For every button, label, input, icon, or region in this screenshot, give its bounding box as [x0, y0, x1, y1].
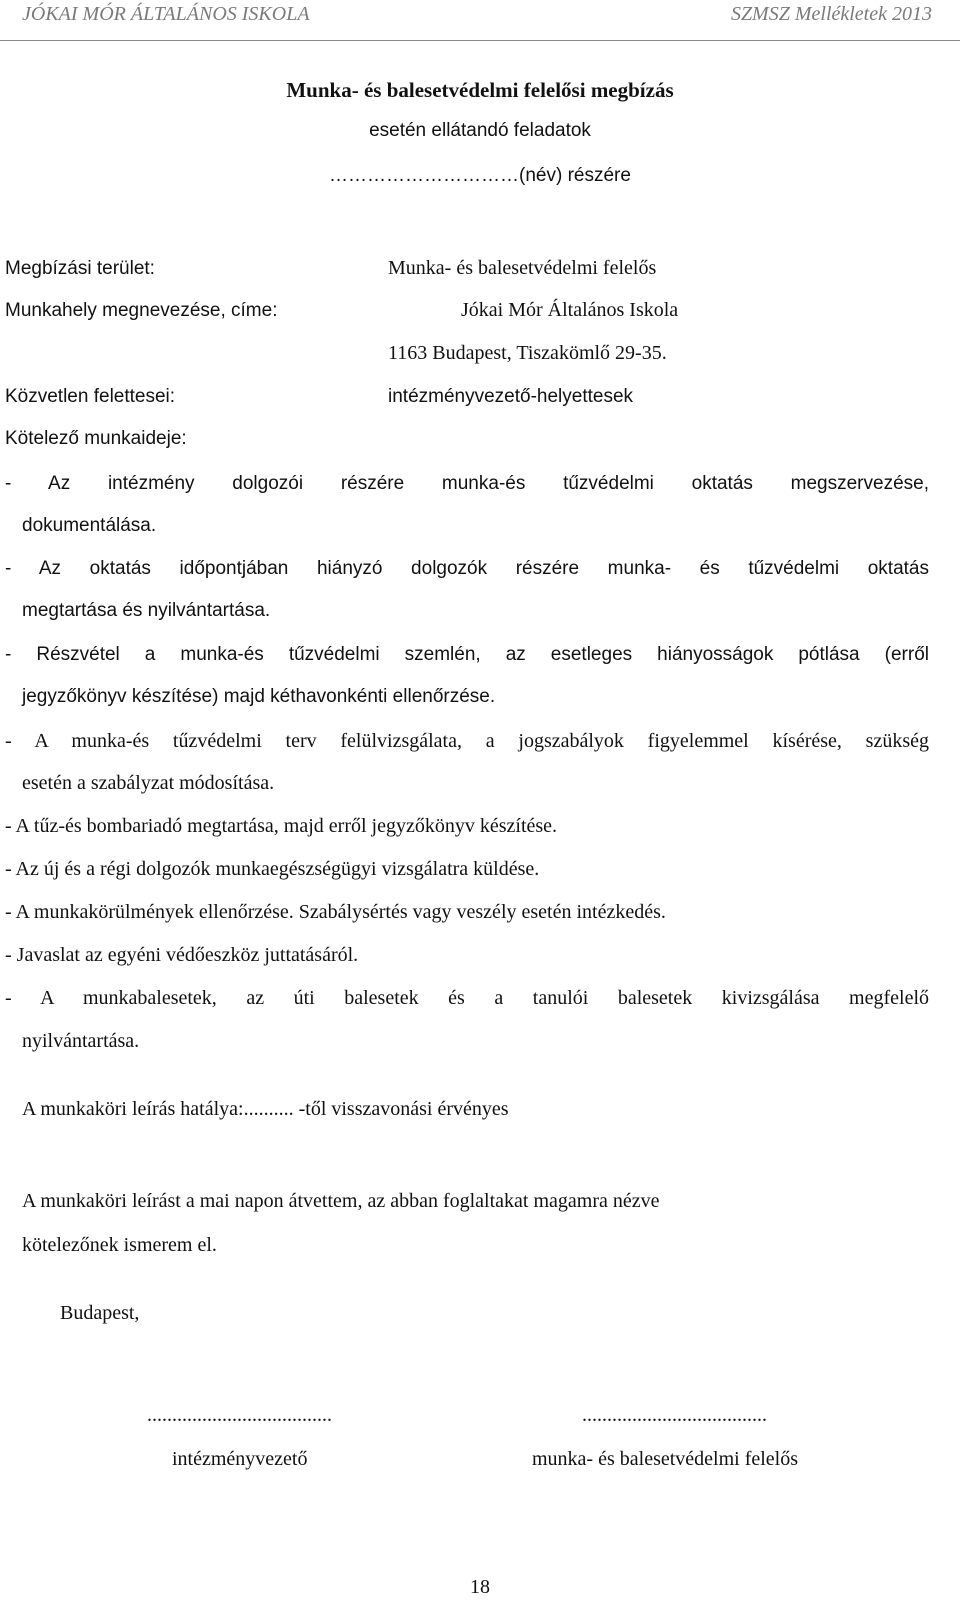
page-number: 18 [470, 1576, 490, 1598]
acceptance-line2: kötelezőnek ismerem el. [22, 1234, 217, 1256]
duty-item-3-line2: jegyzőkönyv készítése) majd kéthavonkénti ellenőrzése. [22, 686, 496, 707]
duty-item-2-line2: megtartása és nyilvántartása. [22, 600, 271, 621]
duty-item-4-line2: esetén a szabályzat módosítása. [22, 772, 275, 794]
duty-item-2-line1: - Az oktatás időpontjában hiányzó dolgozók részére munka- és tűzvédelmi oktatás [5, 558, 929, 579]
place-text: Budapest, [60, 1302, 140, 1324]
duty-item-3-line1: - Részvétel a munka-és tűzvédelmi szemlén, az esetleges hiányosságok pótlása (erről [5, 644, 929, 665]
header-school: JÓKAI MÓR ÁLTALÁNOS ISKOLA [22, 3, 310, 25]
signature-line-left: ..................................... [147, 1404, 332, 1426]
duty-item-9-line2: nyilvántartása. [22, 1030, 140, 1052]
header-divider [0, 40, 960, 41]
workplace-name: Jókai Mór Általános Iskola [461, 299, 679, 321]
duty-item-1-line2: dokumentálása. [22, 515, 157, 536]
duty-item-5: - A tűz-és bombariadó megtartása, majd erről jegyzőkönyv készítése. [5, 815, 558, 837]
signature-label-right: munka- és balesetvédelmi felelős [532, 1448, 799, 1470]
document-subtitle: esetén ellátandó feladatok [369, 120, 591, 141]
duty-item-8: - Javaslat az egyéni védőeszköz juttatásáról. [5, 944, 359, 966]
signature-label-left: intézményvezető [172, 1448, 308, 1470]
duty-item-6: - Az új és a régi dolgozók munkaegészségügyi vizsgálatra küldése. [5, 858, 540, 880]
document-title: Munka- és balesetvédelmi felelősi megbízás [286, 78, 674, 102]
duty-item-4-line1: - A munka-és tűzvédelmi terv felülvizsgálata, a jogszabályok figyelemmel kísérése, szükség [5, 730, 929, 752]
header-doc-title: SZMSZ Mellékletek 2013 [730, 3, 932, 25]
duty-item-9-line1: - A munkabalesetek, az úti balesetek és a tanulói balesetek kivizsgálása megfelelő [5, 987, 929, 1009]
duties-label: Kötelező munkaideje: [5, 428, 187, 449]
workplace-label: Munkahely megnevezése, címe: [5, 300, 278, 321]
workplace-address: 1163 Budapest, Tiszakömlő 29-35. [388, 342, 667, 364]
area-value: Munka- és balesetvédelmi felelős [388, 257, 657, 279]
acceptance-line1: A munkaköri leírást a mai napon átvettem, az abban foglaltakat magamra nézve [22, 1190, 660, 1212]
duty-item-7: - A munkakörülmények ellenőrzése. Szabálysértés vagy veszély esetén intézkedés. [5, 901, 666, 923]
superiors-label: Közvetlen felettesei: [5, 386, 176, 407]
superiors-value: intézményvezető-helyettesek [388, 386, 634, 407]
duty-item-1-line1: - Az intézmény dolgozói részére munka-és tűzvédelmi oktatás megszervezése, [5, 473, 929, 494]
signature-line-right: ..................................... [582, 1404, 767, 1426]
area-label: Megbízási terület: [5, 258, 155, 279]
validity-text: A munkaköri leírás hatálya:.......... -től visszavonási érvényes [22, 1098, 509, 1120]
name-line: …………………………(név) részére [329, 165, 631, 186]
